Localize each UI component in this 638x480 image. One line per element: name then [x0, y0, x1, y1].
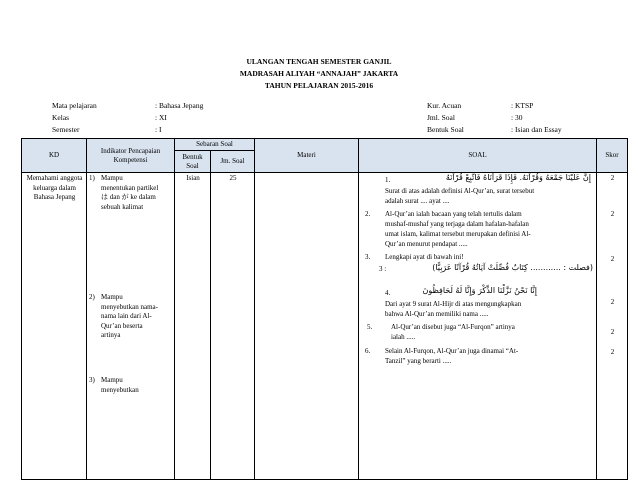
- q1-arabic-verse: إِنَّ عَلَيْنَا جَمْعَهُ وَقُرْآنَهُ. فَإِذَا قَرَأْنَاهُ فَاتَّبِعْ قُرْآنَهُ: [445, 173, 591, 182]
- header-indikator: Indikator Pencapaian Kompetensi: [87, 139, 175, 173]
- indikator-3-line-1: Mampu: [101, 376, 123, 384]
- q6-line-1: Selain Al-Furqon, Al-Qur’an juga dinamai “At-: [385, 347, 519, 355]
- title-line-2: MADRASAH ALIYAH “ANNAJAH” JAKARTA: [239, 69, 399, 78]
- q4-arabic-verse: إِنَّا نَحْنُ نَزَّلْنَا الذِّكْرَ وَإِنَّا لَهُ لَحَافِظُونَ: [422, 286, 537, 295]
- bentuk-value: Isian: [186, 174, 200, 182]
- meta-value-semester: : I: [155, 125, 162, 134]
- header-bentuk: Bentuk Soal: [175, 151, 211, 173]
- q4-number: 4.: [385, 289, 391, 297]
- q6-number: 6.: [365, 347, 371, 355]
- kd-text: Memahami anggota keluarga dalam Bahasa Jepang: [26, 174, 83, 201]
- skor-value-3: 2: [610, 255, 615, 263]
- q2-number: 2.: [365, 210, 371, 218]
- indikator-2-line-1: Mampu: [101, 293, 123, 301]
- meta-label-class: Kelas: [52, 113, 70, 122]
- meta-label-semester: Semester: [52, 125, 80, 134]
- meta-value-question-type: : Isian dan Essay: [511, 125, 562, 134]
- jm-value: 25: [229, 174, 237, 182]
- q3-number: 3.: [365, 253, 371, 261]
- q5-number: 5.: [367, 323, 373, 331]
- indikator-num-1: 1): [89, 174, 95, 182]
- jm-cell: [211, 173, 255, 480]
- header-kd: KD: [22, 139, 87, 173]
- materi-cell: [255, 173, 359, 480]
- indikator-cell: [87, 173, 175, 480]
- indikator-3-line-2: menyebutkan: [101, 385, 139, 394]
- indikator-num-3: 3): [89, 376, 95, 384]
- meta-value-subject: : Bahasa Jepang: [155, 101, 204, 110]
- header-soal: SOAL: [359, 139, 597, 173]
- indikator-1-line-3: は dan が ke dalam: [101, 193, 156, 201]
- meta-label-curriculum: Kur. Acuan: [427, 101, 462, 110]
- kd-cell: [22, 173, 87, 480]
- q3-arabic-verse: (فصلت : ............ كِتَابٌ فُصِّلَتْ آيَاتُهُ قُرْآنًا عَرَبِيًّا): [432, 263, 593, 272]
- meta-value-question-count: : 30: [511, 113, 523, 122]
- indikator-num-2: 2): [89, 293, 95, 301]
- q3-prefix: 3 :: [379, 265, 387, 273]
- meta-label-subject: Mata pelajaran: [52, 101, 97, 110]
- header-materi: Materi: [255, 139, 359, 173]
- indikator-2-line-3: nama lain dari Al-: [101, 312, 152, 320]
- q6-line-2: Tanzil” yang berarti .....: [385, 357, 452, 365]
- indikator-2-line-4: Qur’an beserta: [101, 321, 143, 330]
- title-line-1: ULANGAN TENGAH SEMESTER GANJIL: [246, 57, 392, 66]
- header-skor: Skor: [597, 139, 628, 173]
- meta-label-question-type: Bentuk Soal: [427, 125, 464, 134]
- q5-line-1: Al-Qur’an disebut juga “Al-Furqon” artinya: [391, 323, 515, 331]
- skor-value-4: 2: [610, 298, 615, 306]
- skor-value-6: 2: [610, 348, 615, 356]
- skor-value-5: 2: [610, 328, 615, 336]
- q4-line-1: Dari ayat 9 surat Al-Hijr di atas mengungkapkan: [385, 300, 522, 308]
- q1-line-1: Surat di atas adalah definisi Al-Qur’an, surat tersebut: [385, 187, 535, 195]
- q1-line-2: adalah surat .... ayat ....: [385, 197, 450, 205]
- q3-line-1: Lengkapi ayat di bawah ini!: [385, 253, 464, 261]
- table-row: [22, 173, 628, 480]
- exam-grid-table: [21, 138, 628, 480]
- q5-line-2: ialah .....: [391, 333, 416, 341]
- title-line-3: TAHUN PELAJARAN 2015-2016: [264, 81, 374, 90]
- q2-line-3: umat islam, kalimat tersebut merupakan definisi Al-: [385, 230, 531, 238]
- q2-line-2: mushaf-mushaf yang terjaga dalam hafalan-hafalan: [385, 220, 529, 228]
- meta-value-class: : XI: [155, 113, 167, 122]
- q2-line-1: Al-Qur’an ialah bacaan yang telah tertulis dalam: [385, 210, 522, 218]
- q2-line-4: Qur’an menurut pendapat .....: [385, 240, 468, 248]
- bentuk-cell: [175, 173, 211, 480]
- indikator-2-line-5: artinya: [101, 331, 121, 339]
- q4-line-2: bahwa Al-Qur’an memiliki nama .....: [385, 310, 489, 318]
- indikator-2-line-2: menyebutkan nama-: [101, 302, 158, 311]
- meta-value-curriculum: : KTSP: [511, 101, 534, 110]
- q1-number: 1.: [385, 176, 391, 184]
- indikator-1-line-1: Mampu: [101, 174, 123, 182]
- skor-value-1: 2: [610, 174, 615, 182]
- soal-cell: [359, 173, 597, 480]
- header-jm: Jm. Soal: [211, 151, 255, 173]
- skor-value-2: 2: [610, 210, 615, 218]
- skor-cell: [597, 173, 628, 480]
- indikator-1-line-2: menentukan partikel: [101, 183, 159, 192]
- meta-label-question-count: Jml. Soal: [427, 113, 455, 122]
- header-sebaran: Sebaran Soal: [175, 139, 255, 151]
- indikator-1-line-4: sebuah kalimat: [101, 202, 144, 211]
